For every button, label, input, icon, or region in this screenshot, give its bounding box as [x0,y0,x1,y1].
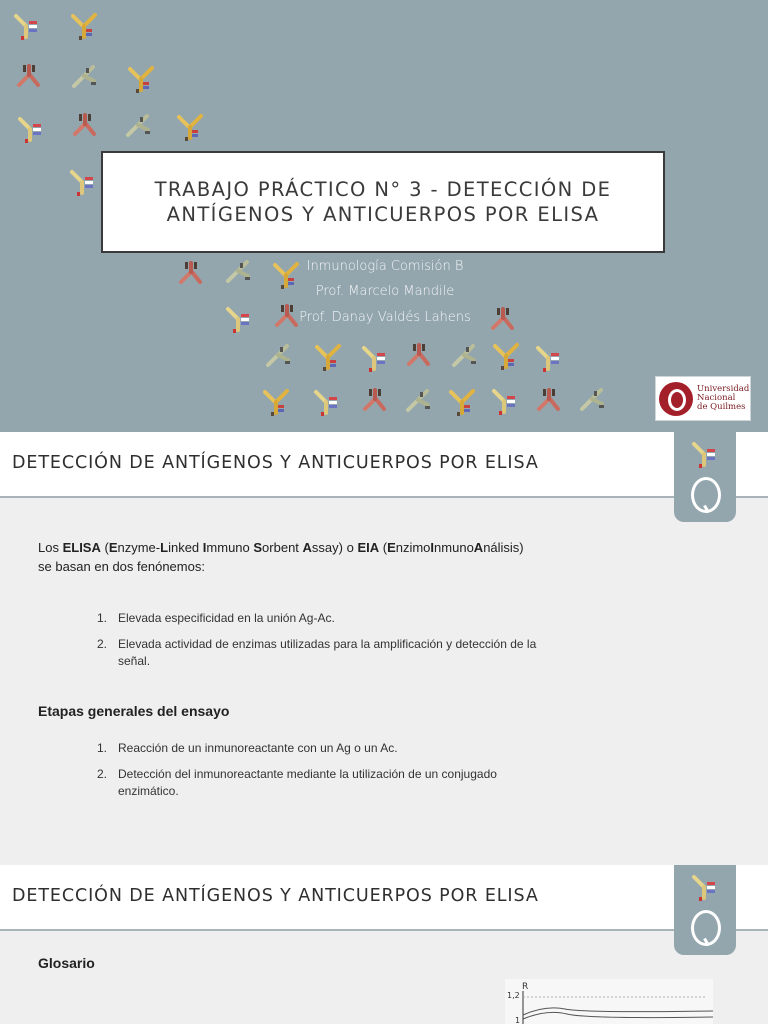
header-logo-tab [674,865,736,955]
antibody-icon [176,260,204,288]
list-text: Elevada actividad de enzimas utilizadas para la amplificación y detección de la señal. [118,637,537,668]
antibody-icon [534,344,562,372]
list-text: Reacción de un inmunoreactante con un Ag o un Ac. [118,741,398,755]
antibody-icon [490,387,518,415]
acronym-eia: EIA [357,540,380,555]
university-name [697,385,749,412]
list-item [78,636,554,670]
antibody-icon [68,168,96,196]
acronym-letter: A [473,540,484,555]
antibody-icon [127,65,155,93]
antibody-icon [124,112,152,140]
antibody-icon [312,388,340,416]
antibody-icon [70,63,98,91]
principles-list [78,610,554,679]
slide-header [0,865,768,931]
intro-text: ( [100,540,109,555]
intro-paragraph [38,538,658,576]
antibody-icon [360,387,388,415]
tick-label: 1 [515,1016,521,1024]
antibody-icon [70,12,98,40]
antibody-icon [534,387,562,415]
intro-text: inked [168,540,203,555]
section-heading: Etapas generales del ensayo [38,703,230,719]
acronym-letter: S [253,540,263,555]
intro-text: nzyme- [117,540,161,555]
intro-text: se basan en dos fenónemos: [38,559,205,574]
antibody-icon [450,342,478,370]
intro-text: nzimo [395,540,431,555]
acronym-letter: E [387,540,396,555]
antibody-icon [404,342,432,370]
list-item [78,610,554,627]
antibody-icon [12,12,40,40]
professor-name: Prof. Danay Valdés Lahens [299,310,471,325]
intro-text: ( [379,540,388,555]
list-item [78,766,554,800]
antibody-icon [578,386,606,414]
acronym-letter: L [160,540,169,555]
list-number: 2. [97,767,108,781]
antibody-icon [14,63,42,91]
acronym-letter: A [302,540,312,555]
antibody-icon [262,388,290,416]
intro-text: orbent [262,540,303,555]
slide-title: DETECCIÓN DE ANTÍGENOS Y ANTICUERPOS POR ELISA [12,453,539,473]
cover-slide [0,0,768,432]
q-logo-icon [691,477,721,513]
intro-text: ssay) o [311,540,358,555]
course-name: Inmunología Comisión B [306,259,464,274]
slide-title: DETECCIÓN DE ANTÍGENOS Y ANTICUERPOS POR ELISA [12,886,539,906]
antibody-icon [70,112,98,140]
antibody-icon [690,440,718,468]
stages-list [78,740,554,809]
acronym-elisa: ELISA [62,540,101,555]
professor-name: Prof. Marcelo Mandile [315,284,455,299]
intro-text: nmuno [434,540,474,555]
cover-title: TRABAJO PRÁCTICO N° 3 - DETECCIÓN DE ANTÍGENOS Y ANTICUERPOS POR ELISA [154,178,612,226]
slide-header [0,432,768,498]
acronym-letter: I [202,540,207,555]
content-slide [0,432,768,865]
list-text: Elevada especificidad en la unión Ag-Ac. [118,611,335,625]
university-q-logo [659,382,693,416]
header-logo-tab [674,432,736,522]
antibody-icon [448,388,476,416]
acronym-letter: I [430,540,435,555]
partial-chart-image [505,979,713,1024]
logo-line: Nacional [697,393,736,403]
antibody-icon [264,342,292,370]
logo-line: Universidad [697,384,750,394]
university-logo [655,376,751,421]
glossary-heading: Glosario [38,955,95,971]
intro-text: mmuno [206,540,254,555]
q-logo-icon [691,910,721,946]
curve [523,1012,713,1019]
antibody-icon [16,115,44,143]
list-item [78,740,554,757]
antibody-icon [176,113,204,141]
list-number: 1. [97,611,108,625]
intro-text: Los [38,540,63,555]
antibody-icon [360,344,388,372]
title-box [101,151,665,253]
antibody-icon [314,343,342,371]
antibody-icon [690,873,718,901]
acronym-letter: E [108,540,118,555]
glossary-slide [0,865,768,1024]
antibody-icon [404,387,432,415]
antibody-icon [492,342,520,370]
curve [523,1008,713,1015]
list-text: Detección del inmunoreactante mediante la utilización de un conjugado enzimático. [118,767,497,798]
list-number: 2. [97,637,108,651]
chart-figure [505,979,713,1024]
list-number: 1. [97,741,108,755]
logo-line: de Quilmes [697,402,746,412]
axis-label: R [522,982,529,992]
intro-text: nálisis) [483,540,524,555]
tick-label: 1,2 [507,991,520,1000]
